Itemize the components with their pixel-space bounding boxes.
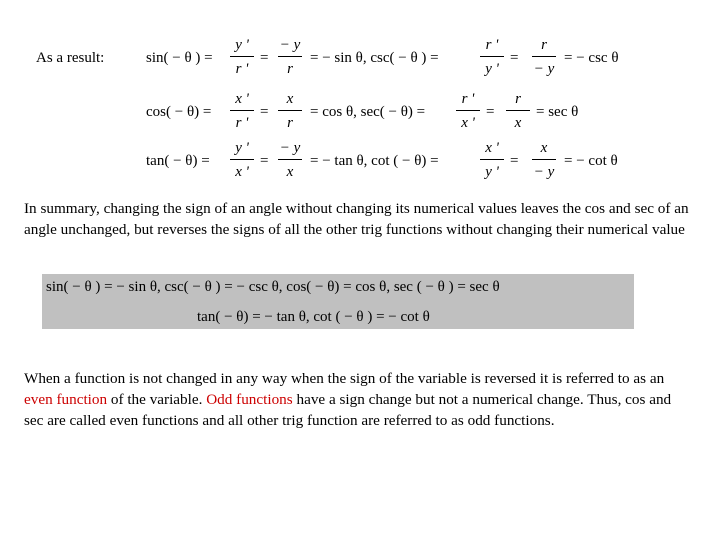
eq-lhs: sin( − θ ) = <box>146 50 213 66</box>
equals-sign: = <box>510 153 519 169</box>
numerator: x ' <box>235 91 249 107</box>
fraction-bar <box>278 159 302 160</box>
denominator: r ' <box>235 61 249 77</box>
numerator: x <box>540 140 548 156</box>
numerator: x ' <box>485 140 499 156</box>
fraction-bar <box>230 110 254 111</box>
denominator: x <box>514 115 522 131</box>
fraction <box>532 139 556 181</box>
fraction-bar <box>230 159 254 160</box>
summary-box <box>42 274 634 329</box>
fraction <box>230 90 254 132</box>
fraction-bar <box>506 110 530 111</box>
denominator: y ' <box>485 164 499 180</box>
numerator: − y <box>279 37 301 53</box>
denominator: x ' <box>461 115 475 131</box>
equals-sign: = <box>486 104 495 120</box>
fraction <box>456 90 480 132</box>
denominator: y ' <box>485 61 499 77</box>
denominator: x ' <box>235 164 249 180</box>
denominator: − y <box>533 61 555 77</box>
fraction <box>230 139 254 181</box>
fraction-bar <box>532 159 556 160</box>
numerator: y ' <box>235 37 249 53</box>
numerator: r ' <box>485 37 499 53</box>
fraction-bar <box>230 56 254 57</box>
eq-result: = − tan θ, cot ( − θ) = <box>310 153 439 169</box>
fraction <box>278 36 302 78</box>
summary-paragraph: In summary, changing the sign of an angle without changing its numerical values leaves the cos and sec of an angle unchanged, but reverses the signs of all the other trig functions without changing their numerical value <box>24 200 689 238</box>
fraction <box>230 36 254 78</box>
denominator: r <box>287 61 293 77</box>
denominator: r <box>287 115 293 131</box>
eq-result: = − cot θ <box>564 153 618 169</box>
equals-sign: = <box>260 153 269 169</box>
numerator: x <box>286 91 294 107</box>
equals-sign: = <box>260 104 269 120</box>
fraction <box>278 139 302 181</box>
fraction-bar <box>532 56 556 57</box>
closing-text-1: When a function is not changed in any way when the sign of the variable is reversed it is referred to as an <box>24 370 665 387</box>
even-function-term: even function <box>24 391 108 408</box>
numerator: − y <box>279 140 301 156</box>
numerator: r <box>541 37 547 53</box>
eq-result: = − csc θ <box>564 50 619 66</box>
as-a-result-label: As a result: <box>36 50 105 66</box>
fraction-bar <box>480 56 504 57</box>
closing-text-3: have a sign change but not a numerical change. Thus, cos and sec are called even functions and all other trig function are referred to as odd functions. <box>24 391 672 429</box>
numerator: r ' <box>461 91 475 107</box>
eq-result: = cos θ, sec( − θ) = <box>310 104 426 120</box>
equals-sign: = <box>510 50 519 66</box>
fraction <box>506 90 530 132</box>
fraction <box>532 36 556 78</box>
numerator: y ' <box>235 140 249 156</box>
eq-result: = − sin θ, csc( − θ ) = <box>310 50 439 66</box>
fraction <box>480 36 504 78</box>
fraction <box>480 139 504 181</box>
box-line-2: tan( − θ) = − tan θ, cot ( − θ ) = − cot θ <box>197 309 430 325</box>
fraction-bar <box>278 110 302 111</box>
denominator: − y <box>533 164 555 180</box>
numerator: r <box>515 91 521 107</box>
closing-paragraph <box>24 368 694 431</box>
fraction-bar <box>456 110 480 111</box>
fraction-bar <box>278 56 302 57</box>
equals-sign: = <box>260 50 269 66</box>
odd-functions-term: Odd functions <box>206 391 293 408</box>
box-line-1: sin( − θ ) = − sin θ, csc( − θ ) = − csc θ, cos( − θ) = cos θ, sec ( − θ ) = sec θ <box>46 279 500 295</box>
eq-lhs: cos( − θ) = <box>146 104 212 120</box>
eq-lhs: tan( − θ) = <box>146 153 210 169</box>
eq-result: = sec θ <box>536 104 579 120</box>
closing-text-2: of the variable. <box>107 391 207 408</box>
fraction <box>278 90 302 132</box>
fraction-bar <box>480 159 504 160</box>
denominator: x <box>286 164 294 180</box>
denominator: r ' <box>235 115 249 131</box>
